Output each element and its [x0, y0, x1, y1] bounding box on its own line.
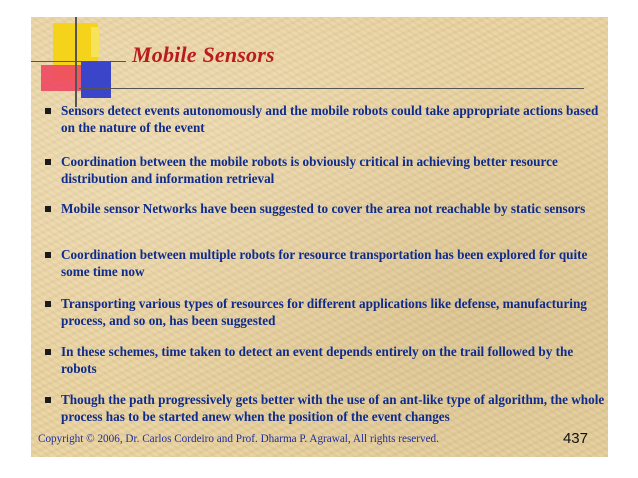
decorative-vertical-line: [75, 17, 77, 107]
title-underline: [79, 88, 584, 89]
slide: [31, 17, 608, 457]
bullet-text: In these schemes, time taken to detect an event depends entirely on the trail followed by the robots: [61, 344, 574, 376]
bullet-text: Sensors detect events autonomously and the mobile robots could take appropriate actions based on the nature of the event: [61, 103, 599, 135]
square-bullet-icon: [45, 349, 51, 355]
bullet-text: Coordination between the mobile robots is obviously critical in achieving better resource distribution and information retrieval: [61, 154, 558, 186]
bullet-text: Though the path progressively gets better with the use of an ant-like type of algorithm, the whole process has to be started anew when the position of the event changes: [61, 392, 605, 424]
decorative-horizontal-line: [31, 61, 126, 62]
page-number: 437: [562, 430, 588, 447]
bullet-text: Mobile sensor Networks have been suggested to cover the area not reachable by static sensors: [61, 201, 586, 216]
square-bullet-icon: [45, 159, 51, 165]
square-bullet-icon: [45, 206, 51, 212]
decorative-small-yellow: [91, 27, 99, 57]
copyright-footer: Copyright © 2006, Dr. Carlos Cordeiro and Prof. Dharma P. Agrawal, All rights reserved.: [38, 433, 439, 445]
bullet-text: Coordination between multiple robots for resource transportation has been explored for quite some time now: [61, 247, 588, 279]
title-wrap: [132, 42, 275, 68]
square-bullet-icon: [45, 397, 51, 403]
bullet-text: Transporting various types of resources for different applications like defense, manufacturing process, and so on, has been suggested: [61, 296, 587, 328]
square-bullet-icon: [45, 108, 51, 114]
slide-title: Mobile Sensors: [132, 42, 275, 67]
square-bullet-icon: [45, 301, 51, 307]
decorative-blue-square: [81, 62, 111, 98]
square-bullet-icon: [45, 252, 51, 258]
